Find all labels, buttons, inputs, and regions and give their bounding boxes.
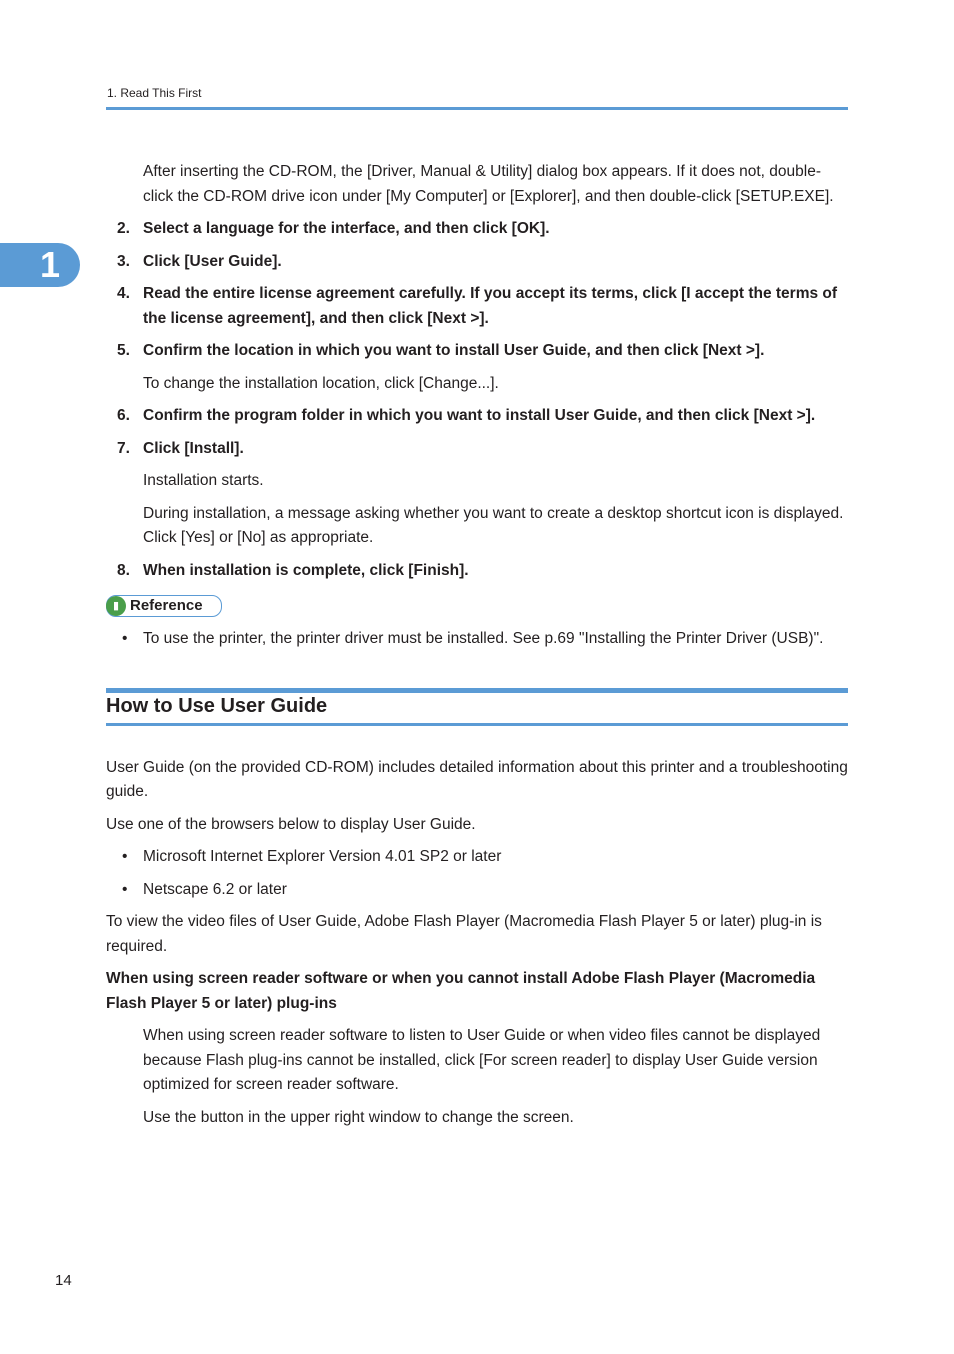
bullet-icon: • [122,630,128,647]
subheading: When using screen reader software or when you cannot install Adobe Flash Player (Macromedia Flash Player 5 or later) plug-ins [106,970,816,1012]
step-text: Confirm the program folder in which you want to install User Guide, and then click [Next >]. [143,407,816,424]
step-7-note: Installation starts. [143,472,264,489]
step-text: Click [User Guide]. [143,252,282,270]
section-paragraph-3: To view the video files of User Guide, Adobe Flash Player (Macromedia Flash Player 5 or later) plug-in is required. [106,913,822,955]
section-heading [106,688,848,728]
step-number: 2. [117,220,130,237]
reference-bullet [106,627,848,652]
reference-badge [106,595,222,617]
step-number: 8. [117,561,130,579]
bullet-icon: • [122,880,128,898]
step-7 [106,437,848,462]
section-paragraph-2: Use one of the browsers below to display User Guide. [106,815,476,833]
chapter-tab: 1 [0,243,80,287]
step-7-note-2: During installation, a message asking whether you want to create a desktop shortcut icon is displayed. Click [Yes] or [No] as appropriate. [143,504,844,546]
step-5 [106,339,848,364]
page-content [106,160,848,1138]
step-3 [106,250,848,275]
step-number: 5. [117,342,130,359]
browser-text: Microsoft Internet Explorer Version 4.01 SP2 or later [143,848,502,865]
step-text: Confirm the location in which you want to install User Guide, and then click [Next >]. [143,342,765,359]
step-6 [106,404,848,429]
header-rule [106,107,848,110]
reference-label: Reference [130,596,203,614]
section-title: How to Use User Guide [106,694,328,717]
section-bottom-bar [106,723,848,726]
step-5-note: To change the installation location, click [Change...]. [143,374,499,392]
step-number: 4. [117,285,130,302]
sub-paragraph-1: When using screen reader software to listen to User Guide or when video files cannot be displayed because Flash plug-ins cannot be installed, click [For screen reader] to display User Guide version optimized for screen reader software. [143,1027,821,1093]
reference-text: To use the printer, the printer driver must be installed. See p.69 "Installing the Printer Driver (USB)". [143,630,824,647]
browser-text: Netscape 6.2 or later [143,880,287,898]
step-4 [106,282,848,331]
step-text: When installation is complete, click [Finish]. [143,561,469,579]
step-text: Select a language for the interface, and then click [OK]. [143,220,550,237]
step-text: Read the entire license agreement carefully. If you accept its terms, click [I accept the terms of the license agreement], and then click [Next >]. [143,285,838,327]
browser-item [106,845,848,870]
sub-paragraph-2: Use the button in the upper right window to change the screen. [143,1108,574,1126]
step-number: 7. [117,439,130,457]
intro-paragraph: After inserting the CD-ROM, the [Driver, Manual & Utility] dialog box appears. If it does not, double-click the CD-ROM drive icon under [My Computer] or [Explorer], and then double-click [SETUP.EXE]. [143,163,834,205]
step-number: 3. [117,252,130,270]
running-header: 1. Read This First [107,86,202,100]
browser-item [106,878,848,903]
bullet-icon: • [122,848,128,865]
section-paragraph-1: User Guide (on the provided CD-ROM) includes detailed information about this printer and a troubleshooting guide. [106,758,848,800]
step-text: Click [Install]. [143,439,244,457]
page-number: 14 [55,1272,72,1289]
step-2 [106,217,848,242]
reference-book-icon: ▮ [106,596,126,616]
step-number: 6. [117,407,130,424]
step-8 [106,559,848,584]
